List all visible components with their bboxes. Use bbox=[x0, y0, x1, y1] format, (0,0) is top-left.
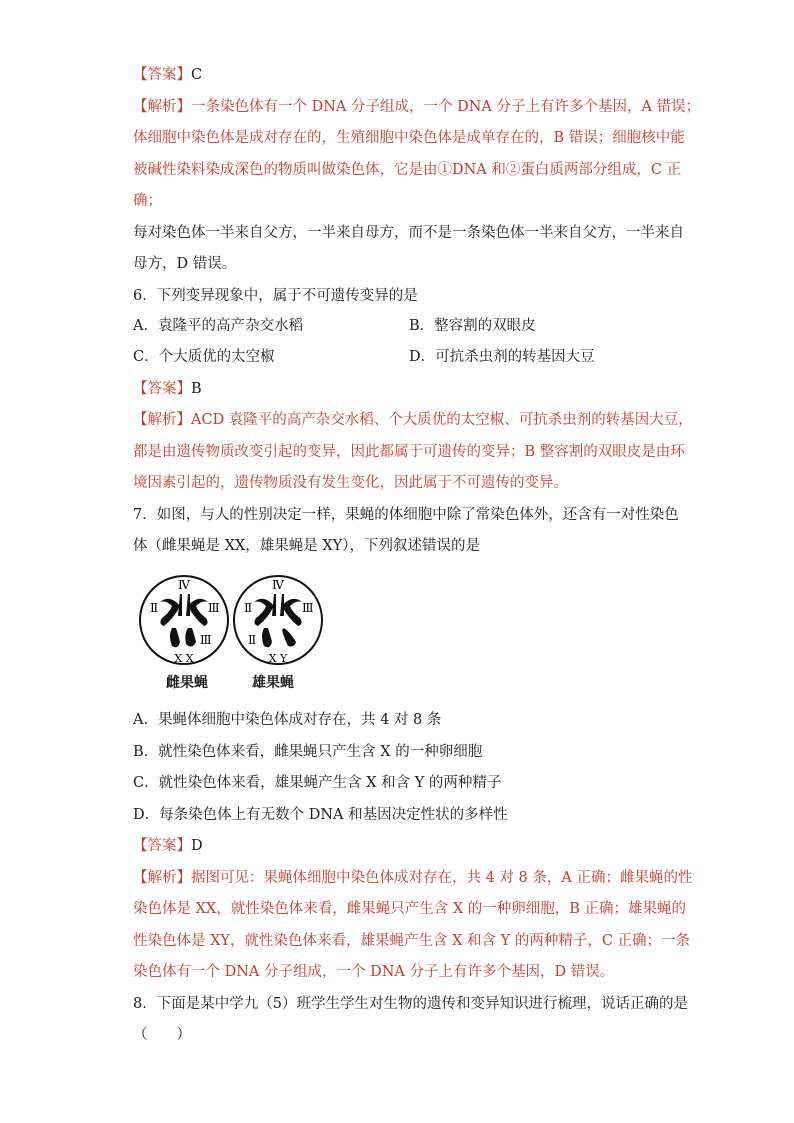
q7-option-c: C．就性染色体来看，雄果蝇产生含 X 和含 Y 的两种精子 bbox=[133, 775, 502, 791]
q5-analysis-line-4: 确； bbox=[133, 193, 162, 209]
q6-option-b: B．整容割的双眼皮 bbox=[409, 318, 536, 334]
analysis-label: 【解析】 bbox=[133, 870, 191, 886]
q6-option-c: C．个大质优的太空椒 bbox=[133, 349, 275, 365]
q6-option-a: A．袁隆平的高产杂交水稻 bbox=[133, 318, 303, 334]
female-roman-iii-lower: Ⅲ bbox=[200, 633, 212, 647]
q5-answer bbox=[133, 65, 202, 85]
female-roman-iii: Ⅲ bbox=[208, 601, 220, 615]
answer-label: 【答案】 bbox=[133, 381, 191, 397]
analysis-text: 据图可见：果蝇体细胞中染色体成对存在，共 4 对 8 条，A 正确；雌果蝇的性 bbox=[191, 870, 693, 886]
female-roman-iv: Ⅳ bbox=[178, 578, 190, 592]
q7-option-b: B．就性染色体来看，雌果蝇只产生含 X 的一种卵细胞 bbox=[133, 744, 483, 760]
q7-option-a: A．果蝇体细胞中染色体成对存在，共 4 对 8 条 bbox=[133, 712, 442, 728]
chromosome-diagram bbox=[138, 572, 330, 672]
q6-stem: 6．下列变异现象中，属于不可遗传变异的是 bbox=[133, 288, 418, 304]
female-label: 雌果蝇 bbox=[166, 675, 208, 691]
q5-analysis-line-2: 体细胞中染色体是成对存在的，生殖细胞中染色体是成单存在的，B 错误；细胞核中能 bbox=[133, 130, 685, 146]
q6-option-d: D．可抗杀虫剂的转基因大豆 bbox=[409, 349, 595, 365]
q5-analysis-line-5: 每对染色体一半来自父方，一半来自母方，而不是一条染色体一半来自父方，一半来自 bbox=[133, 225, 684, 241]
analysis-label: 【解析】 bbox=[133, 412, 191, 428]
q8-stem-line-1: 8．下面是某中学九（5）班学生学生对生物的遗传和变异知识进行梳理，说话正确的是 bbox=[133, 996, 688, 1012]
analysis-label: 【解析】 bbox=[133, 99, 191, 115]
answer-value: D bbox=[191, 838, 203, 854]
q5-analysis-line-1 bbox=[133, 97, 700, 117]
q6-analysis-line-2: 都是由遗传物质改变引起的变异，因此都属于可遗传的变异；B 整容割的双眼皮是由环 bbox=[133, 444, 685, 460]
q6-analysis-line-1 bbox=[133, 410, 693, 430]
q8-stem-line-2: （ ） bbox=[133, 1027, 191, 1043]
female-roman-ii: Ⅱ bbox=[150, 601, 159, 615]
q7-stem-line-1: 7．如图，与人的性别决定一样，果蝇的体细胞中除了常染色体外，还含有一对性染色 bbox=[133, 507, 679, 523]
male-roman-ii-lower: Ⅱ bbox=[248, 633, 257, 647]
answer-value: B bbox=[191, 381, 202, 397]
q5-analysis-line-6: 母方，D 错误。 bbox=[133, 256, 237, 272]
female-cell bbox=[140, 576, 228, 665]
q7-analysis-line-2: 染色体是 XX，就性染色体来看，雌果蝇只产生含 X 的一种卵细胞，B 正确；雄果蝇的 bbox=[133, 901, 687, 917]
male-roman-iii: Ⅲ bbox=[302, 601, 314, 615]
analysis-text: ACD 袁隆平的高产杂交水稻、个大质优的太空椒、可抗杀虫剂的转基因大豆， bbox=[191, 412, 693, 428]
q7-answer bbox=[133, 836, 203, 856]
q6-analysis-line-3: 境因素引起的，遗传物质没有发生变化，因此属于不可遗传的变异。 bbox=[133, 475, 568, 491]
male-roman-iv: Ⅳ bbox=[272, 578, 284, 592]
chromosome-figure bbox=[138, 572, 330, 694]
male-roman-ii: Ⅱ bbox=[244, 601, 253, 615]
q7-option-d: D．每条染色体上有无数个 DNA 和基因决定性状的多样性 bbox=[133, 807, 508, 823]
answer-value: C bbox=[191, 67, 203, 83]
q7-stem-line-2: 体（雌果蝇是 XX，雄果蝇是 XY），下列叙述错误的是 bbox=[133, 538, 481, 554]
male-label: 雄果蝇 bbox=[252, 675, 294, 691]
answer-label: 【答案】 bbox=[133, 67, 191, 83]
answer-label: 【答案】 bbox=[133, 838, 191, 854]
male-cell bbox=[234, 576, 322, 665]
q5-analysis-line-3: 被碱性染料染成深色的物质叫做染色体，它是由①DNA 和②蛋白质两部分组成，C 正 bbox=[133, 162, 682, 178]
female-sex-chromosomes: X X bbox=[174, 652, 194, 665]
analysis-text: 一条染色体有一个 DNA 分子组成，一个 DNA 分子上有许多个基因，A 错误； bbox=[191, 99, 701, 115]
q7-analysis-line-4: 染色体有一个 DNA 分子组成，一个 DNA 分子上有许多个基因，D 错误。 bbox=[133, 964, 615, 980]
q7-analysis-line-1 bbox=[133, 868, 692, 888]
q6-answer bbox=[133, 379, 202, 399]
q7-analysis-line-3: 性染色体是 XY，就性染色体来看，雄果蝇产生含 X 和含 Y 的两种精子，C 正确；一条 bbox=[133, 933, 691, 949]
male-sex-chromosomes: X Y bbox=[268, 652, 288, 665]
